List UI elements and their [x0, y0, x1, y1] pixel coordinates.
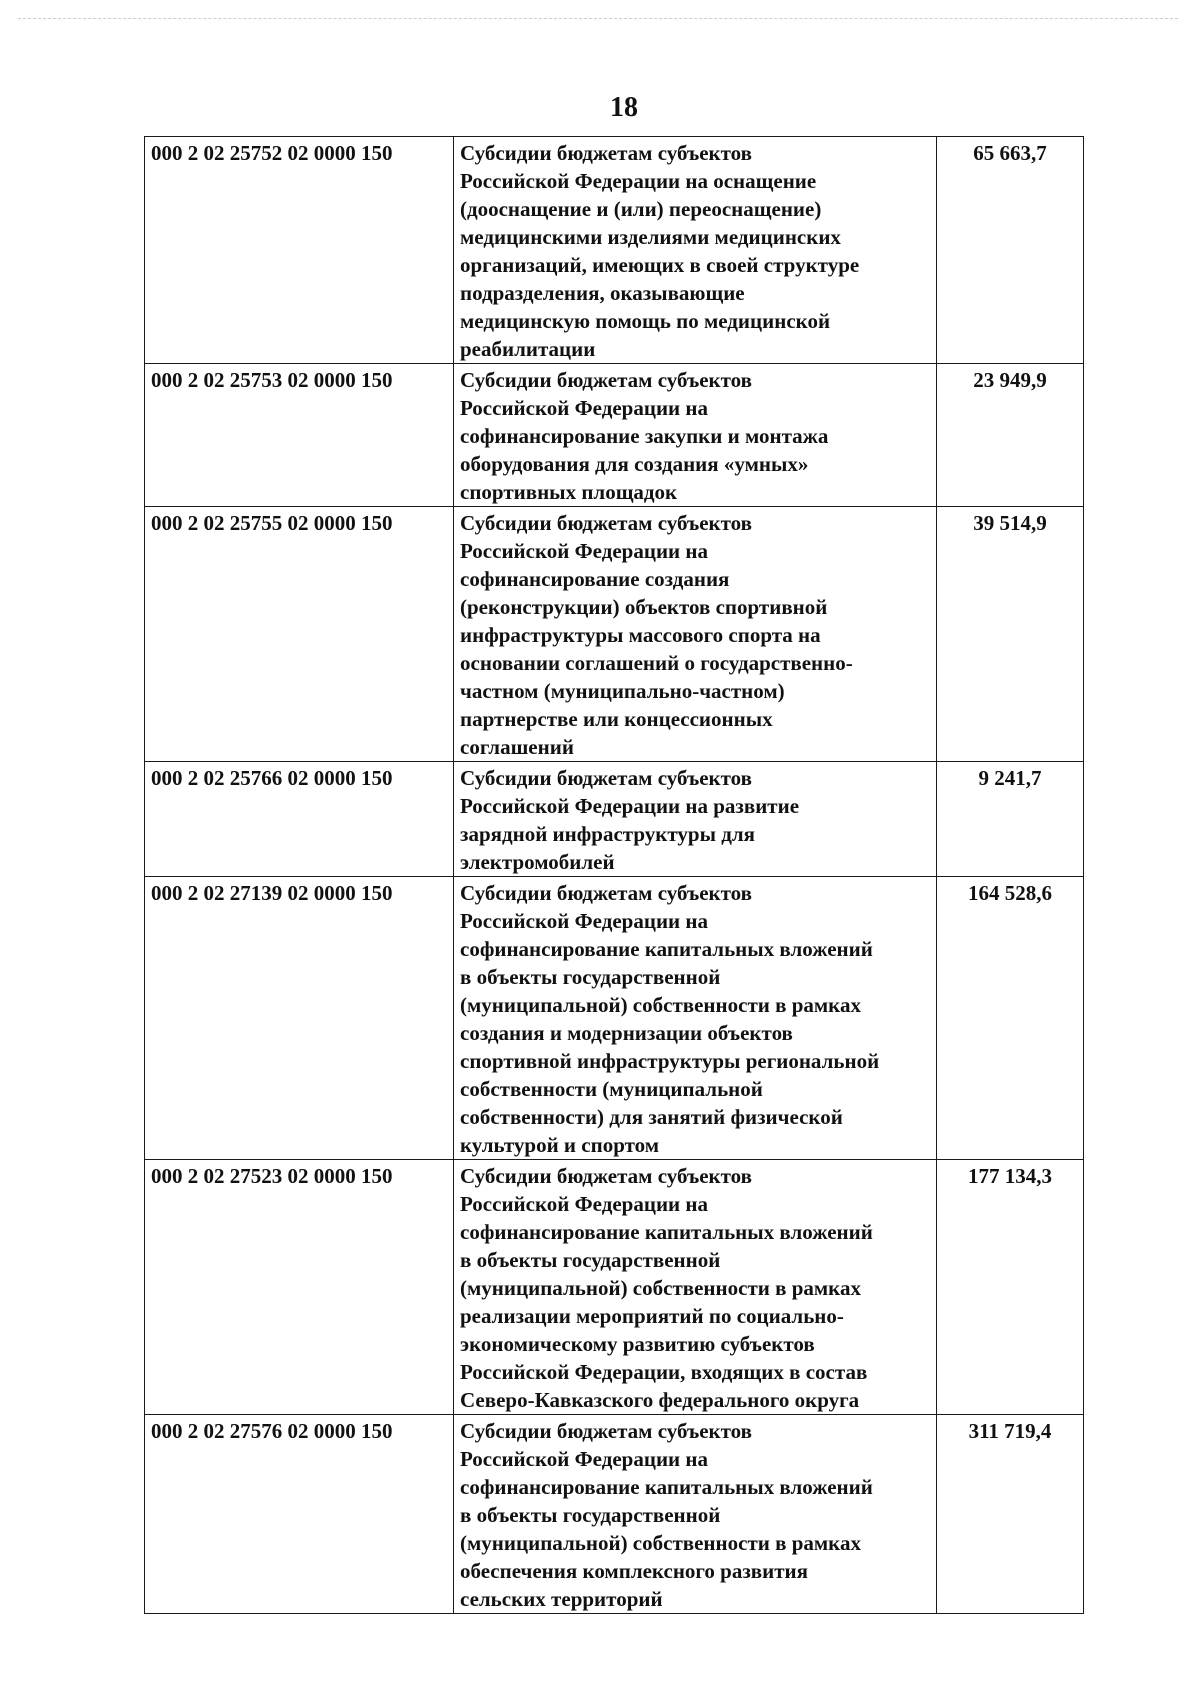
description-line: софинансирование капитальных вложений [460, 1475, 873, 1499]
budget-table [144, 136, 1084, 1614]
amount-cell: 177 134,3 [937, 1160, 1084, 1415]
description-line: медицинскую помощь по медицинской [460, 309, 831, 333]
table-row [145, 1415, 1084, 1614]
description-line: (муниципальной) собственности в рамках [460, 993, 861, 1017]
table-row [145, 762, 1084, 877]
revenue-code-cell: 000 2 02 27576 02 0000 150 [145, 1415, 454, 1614]
description-line: в объекты государственной [460, 965, 721, 989]
table-row [145, 507, 1084, 762]
amount-cell: 9 241,7 [937, 762, 1084, 877]
description-line: Российской Федерации на [460, 909, 708, 933]
description-cell [454, 364, 937, 507]
table-body [145, 137, 1084, 1614]
description-line: Субсидии бюджетам субъектов [460, 766, 752, 790]
description-line: реализации мероприятий по социально- [460, 1304, 844, 1328]
description-line: Российской Федерации на [460, 1447, 708, 1471]
description-line: спортивных площадок [460, 480, 678, 504]
description-line: Российской Федерации на развитие [460, 794, 800, 818]
description-line: электромобилей [460, 850, 615, 874]
description-cell [454, 1160, 937, 1415]
amount-cell: 39 514,9 [937, 507, 1084, 762]
description-line: софинансирование капитальных вложений [460, 937, 873, 961]
description-line: (дооснащение и (или) переоснащение) [460, 197, 822, 221]
description-line: сельских территорий [460, 1587, 663, 1611]
description-cell [454, 877, 937, 1160]
revenue-code-cell: 000 2 02 25753 02 0000 150 [145, 364, 454, 507]
description-line: собственности) для занятий физической [460, 1105, 843, 1129]
description-line: (муниципальной) собственности в рамках [460, 1531, 861, 1555]
description-line: Российской Федерации на оснащение [460, 169, 817, 193]
description-cell [454, 1415, 937, 1614]
description-line: Субсидии бюджетам субъектов [460, 141, 752, 165]
description-line: соглашений [460, 735, 574, 759]
description-line: софинансирование капитальных вложений [460, 1220, 873, 1244]
amount-cell: 23 949,9 [937, 364, 1084, 507]
description-line: в объекты государственной [460, 1248, 721, 1272]
description-line: подразделения, оказывающие [460, 281, 745, 305]
amount-cell: 164 528,6 [937, 877, 1084, 1160]
description-line: софинансирование создания [460, 567, 730, 591]
revenue-code-cell: 000 2 02 25766 02 0000 150 [145, 762, 454, 877]
description-line: спортивной инфраструктуры региональной [460, 1049, 880, 1073]
description-line: Субсидии бюджетам субъектов [460, 1164, 752, 1188]
description-line: Российской Федерации, входящих в состав [460, 1360, 868, 1384]
description-line: основании соглашений о государственно- [460, 651, 853, 675]
description-cell [454, 137, 937, 364]
table-row [145, 137, 1084, 364]
description-line: Российской Федерации на [460, 539, 708, 563]
description-line: инфраструктуры массового спорта на [460, 623, 821, 647]
revenue-code-cell: 000 2 02 27523 02 0000 150 [145, 1160, 454, 1415]
description-line: оборудования для создания «умных» [460, 452, 809, 476]
description-line: экономическому развитию субъектов [460, 1332, 815, 1356]
description-line: зарядной инфраструктуры для [460, 822, 755, 846]
revenue-code-cell: 000 2 02 27139 02 0000 150 [145, 877, 454, 1160]
amount-cell: 311 719,4 [937, 1415, 1084, 1614]
description-line: Субсидии бюджетам субъектов [460, 881, 752, 905]
page-number: 18 [610, 92, 638, 123]
description-line: организаций, имеющих в своей структуре [460, 253, 860, 277]
description-line: софинансирование закупки и монтажа [460, 424, 829, 448]
description-line: медицинскими изделиями медицинских [460, 225, 841, 249]
description-cell [454, 762, 937, 877]
description-line: Российской Федерации на [460, 1192, 708, 1216]
description-line: культурой и спортом [460, 1133, 660, 1157]
description-line: (муниципальной) собственности в рамках [460, 1276, 861, 1300]
description-line: (реконструкции) объектов спортивной [460, 595, 828, 619]
revenue-code-cell: 000 2 02 25755 02 0000 150 [145, 507, 454, 762]
description-line: Субсидии бюджетам субъектов [460, 368, 752, 392]
description-line: Субсидии бюджетам субъектов [460, 511, 752, 535]
amount-cell: 65 663,7 [937, 137, 1084, 364]
description-line: частном (муниципально-частном) [460, 679, 785, 703]
description-line: в объекты государственной [460, 1503, 721, 1527]
description-line: собственности (муниципальной [460, 1077, 763, 1101]
table-row [145, 877, 1084, 1160]
description-line: Субсидии бюджетам субъектов [460, 1419, 752, 1443]
revenue-code-cell: 000 2 02 25752 02 0000 150 [145, 137, 454, 364]
table-row [145, 1160, 1084, 1415]
description-line: реабилитации [460, 337, 596, 361]
description-cell [454, 507, 937, 762]
table-row [145, 364, 1084, 507]
description-line: обеспечения комплексного развития [460, 1559, 809, 1583]
description-line: Российской Федерации на [460, 396, 708, 420]
description-line: Северо-Кавказского федерального округа [460, 1388, 860, 1412]
scan-edge-line [18, 18, 1178, 19]
description-line: создания и модернизации объектов [460, 1021, 793, 1045]
description-line: партнерстве или концессионных [460, 707, 773, 731]
